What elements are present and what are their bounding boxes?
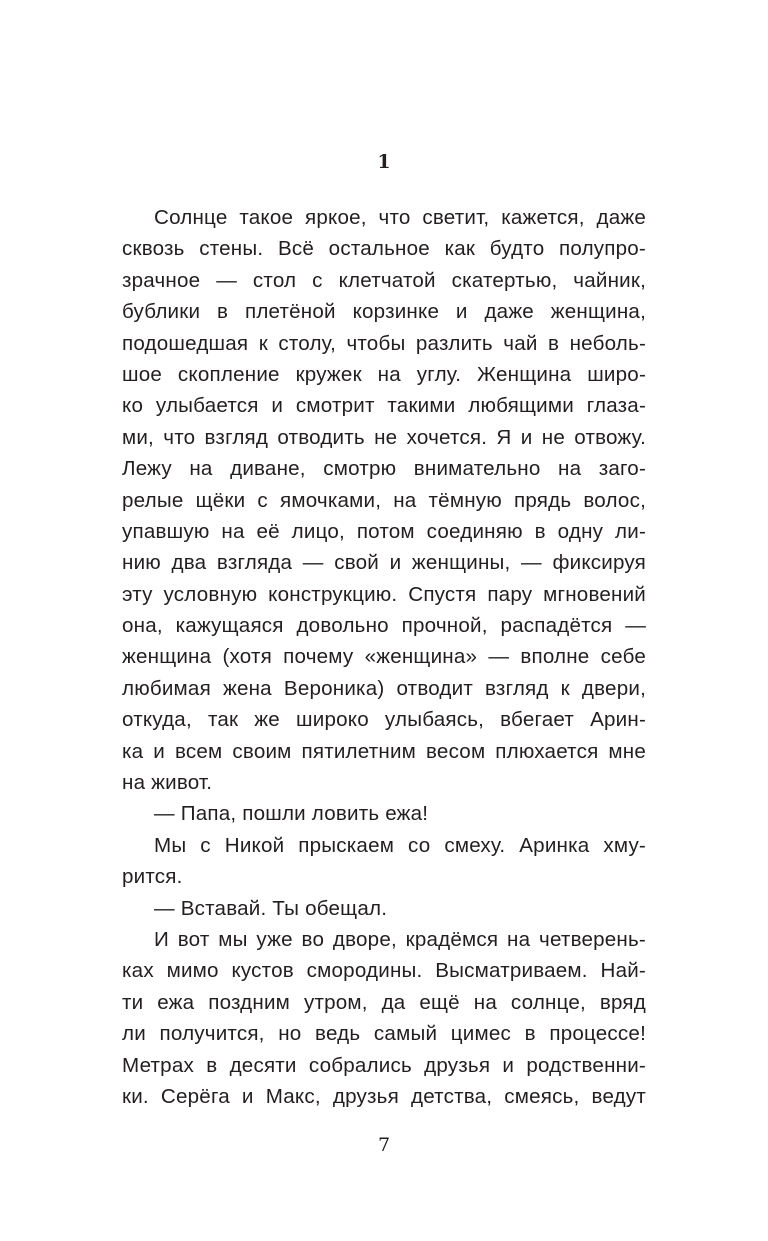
text-line: бублики в плетёной корзинке и даже женщина,: [122, 300, 646, 324]
text-line: нию два взгляда — свой и женщины, — фиксируя: [122, 551, 646, 575]
dialogue-line: — Папа, пошли ловить ежа!: [154, 802, 429, 826]
text-line: зрачное — стол с клетчатой скатертью, чайник,: [122, 268, 646, 292]
text-line: Солнце такое яркое, что светит, кажется, даже: [154, 206, 646, 229]
text-line: ми, что взгляд отводить не хочется. Я и не отвожу.: [122, 425, 646, 449]
text-line: ки. Серёга и Макс, друзья детства, смеясь, ведут: [122, 1084, 646, 1108]
text-line: Лежу на диване, смотрю внимательно на заго-: [122, 457, 646, 481]
text-line: шое скопление кружек на углу. Женщина широ-: [122, 362, 646, 386]
text-line: она, кажущаяся довольно прочной, распадётся —: [122, 614, 646, 638]
page-number: 7: [377, 1134, 391, 1156]
text-line: рится.: [122, 865, 183, 889]
text-line: ках мимо кустов смородины. Высматриваем. Най-: [122, 959, 646, 983]
text-line: релые щёки с ямочками, на тёмную прядь волос,: [122, 488, 646, 512]
text-line: на живот.: [122, 771, 213, 795]
chapter-body-text: [122, 202, 646, 1112]
text-line: сквозь стены. Всё остальное как будто полупро-: [122, 237, 646, 261]
dialogue-line: — Вставай. Ты обещал.: [154, 896, 388, 920]
text-line: эту условную конструкцию. Спустя пару мгновений: [122, 582, 646, 606]
text-line: ка и всем своим пятилетним весом плюхается мне: [122, 739, 646, 763]
text-line: И вот мы уже во дворе, крадёмся на четверень-: [154, 927, 646, 951]
text-line: любимая жена Вероника) отводит взгляд к двери,: [122, 676, 646, 700]
text-line: Мы с Никой прыскаем со смеху. Аринка хму-: [154, 833, 646, 857]
text-line: Метрах в десяти собрались друзья и родственни-: [122, 1053, 646, 1077]
text-line: подошедшая к столу, чтобы разлить чай в неболь-: [122, 331, 646, 355]
text-line: ти ежа поздним утром, да ещё на солнце, вряд: [122, 990, 646, 1014]
text-line: откуда, так же широко улыбаясь, вбегает Арин-: [122, 708, 646, 732]
chapter-number: 1: [377, 151, 391, 173]
text-line: женщина (хотя почему «женщина» — вполне себе: [122, 645, 646, 669]
text-line: ко улыбается и смотрит такими любящими глаза-: [122, 394, 646, 418]
text-line: ли получится, но ведь самый цимес в процессе!: [122, 1022, 646, 1046]
text-line: упавшую на её лицо, потом соединяю в одну ли-: [122, 519, 646, 543]
